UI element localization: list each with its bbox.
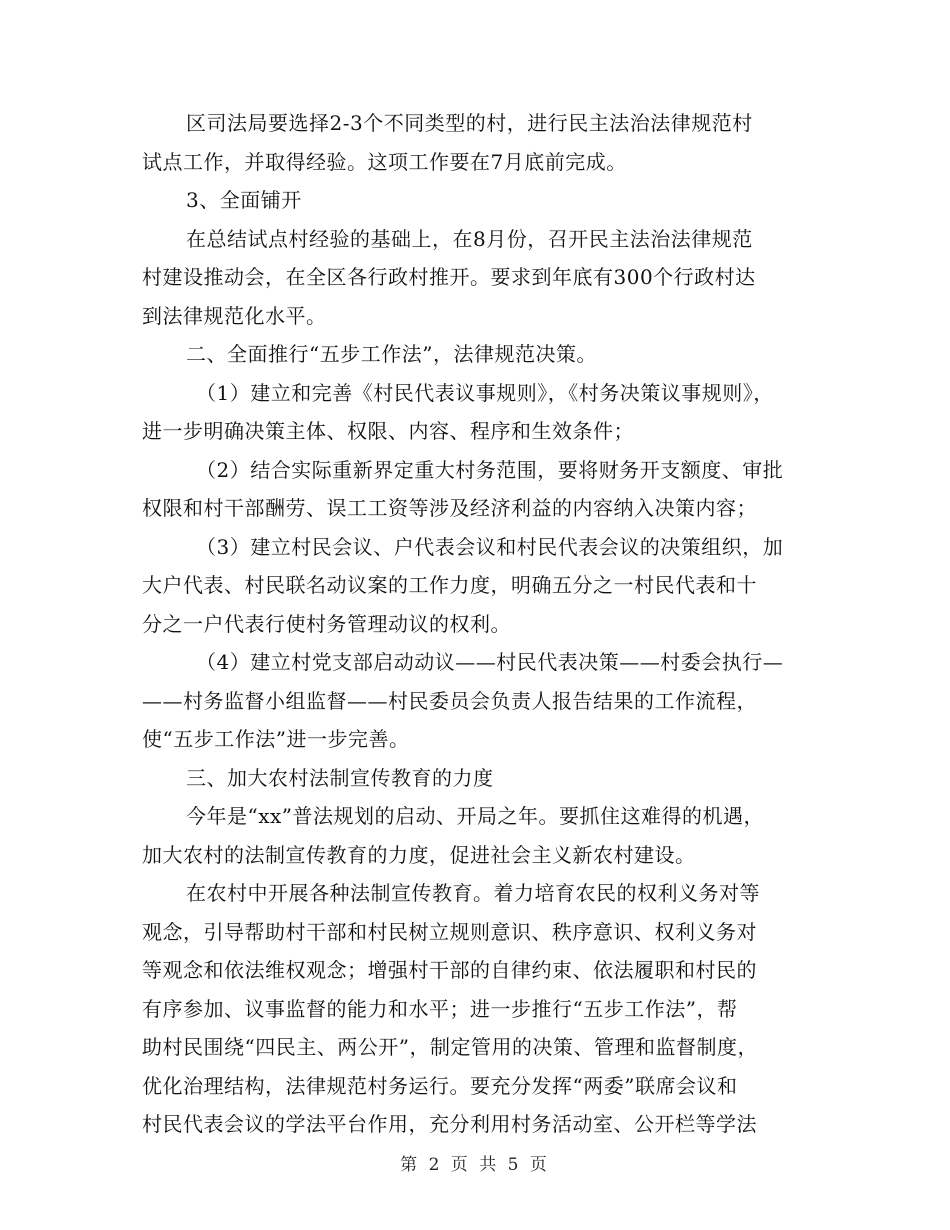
text-line: （4）建立村党支部启动动议——村民代表决策——村委会执行— — [196, 650, 784, 674]
text-line: 使“五步工作法”进一步完善。 — [142, 727, 410, 751]
section-heading: 3、全面铺开 — [186, 188, 302, 212]
text-line: 优化治理结构，法律规范村务运行。要充分发挥“两委”联席会议和 — [142, 1073, 738, 1098]
text-line: 今年是“xx”普法规划的启动、开局之年。要抓住这难得的机遇， — [186, 804, 765, 828]
text-line: 进一步明确决策主体、权限、内容、程序和生效条件； — [142, 419, 634, 443]
body-text — [142, 104, 822, 1144]
text-line: 试点工作，并取得经验。这项工作要在7月底前完成。 — [142, 149, 627, 174]
text-line: 等观念和依法维权观念；增强村干部的自律约束、依法履职和村民的 — [142, 958, 757, 982]
text-line: 有序参加、议事监督的能力和水平；进一步推行“五步工作法”，帮 — [142, 996, 738, 1021]
text-line: 村建设推动会，在全区各行政村推开。要求到年底有300个行政村达 — [142, 265, 756, 289]
text-line: 在农村中开展各种法制宣传教育。着力培育农民的权利义务对等 — [186, 881, 760, 905]
text-line: 在总结试点村经验的基础上，在8月份，召开民主法治法律规范 — [186, 226, 753, 251]
text-line: 大户代表、村民联名动议案的工作力度，明确五分之一村民代表和十 — [142, 573, 757, 597]
text-line: 权限和村干部酬劳、误工工资等涉及经济利益的内容纳入决策内容； — [142, 496, 757, 520]
text-line: （2）结合实际重新界定重大村务范围，要将财务开支额度、审批 — [196, 457, 784, 482]
page-number-footer: 第 2 页 共 5 页 — [400, 1155, 550, 1175]
text-line: 观念，引导帮助村干部和村民树立规则意识、秩序意识、权利义务对 — [142, 919, 757, 944]
text-line: （1）建立和完善《村民代表议事规则》，《村务决策议事规则》， — [196, 380, 774, 405]
section-heading: 二、全面推行“五步工作法”，法律规范决策。 — [186, 342, 597, 366]
text-line: （3）建立村民会议、户代表会议和村民代表会议的决策组织，加 — [196, 534, 784, 559]
text-line: ——村务监督小组监督——村民委员会负责人报告结果的工作流程， — [142, 688, 757, 713]
text-line: 到法律规范化水平。 — [142, 303, 327, 328]
text-line: 助村民围绕“四民主、两公开”，制定管用的决策、管理和监督制度， — [142, 1035, 758, 1059]
text-line: 区司法局要选择2-3个不同类型的村，进行民主法治法律规范村 — [186, 111, 753, 135]
section-heading: 三、加大农村法制宣传教育的力度 — [186, 765, 494, 790]
text-line: 村民代表会议的学法平台作用，充分利用村务活动室、公开栏等学法 — [142, 1112, 757, 1136]
text-line: 加大农村的法制宣传教育的力度，促进社会主义新农村建设。 — [142, 842, 696, 867]
text-line: 分之一户代表行使村务管理动议的权利。 — [142, 611, 511, 636]
